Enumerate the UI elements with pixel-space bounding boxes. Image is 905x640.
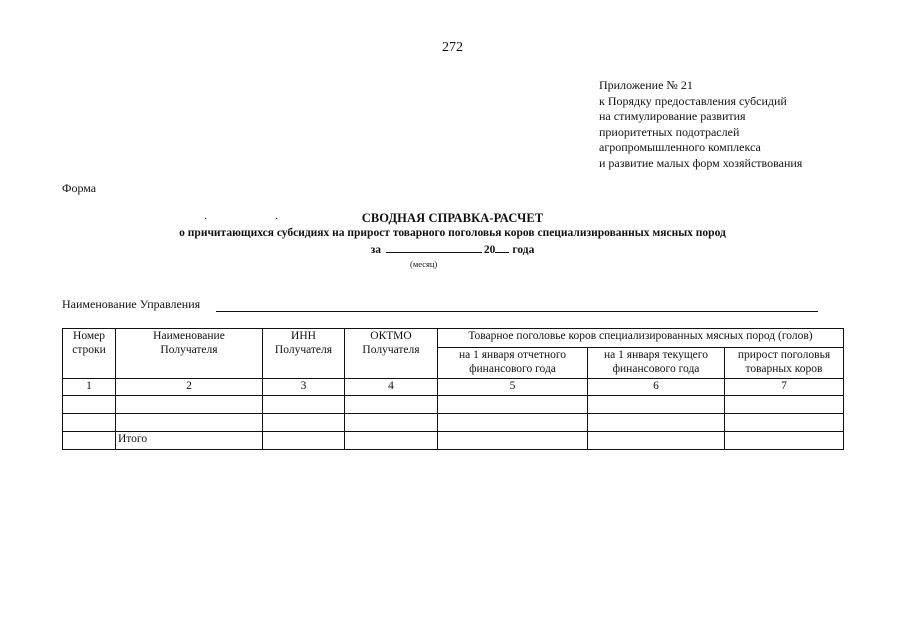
- table-cell[interactable]: [263, 396, 345, 414]
- table-cell[interactable]: [345, 432, 438, 450]
- appendix-line: агропромышленного комплекса: [599, 140, 761, 154]
- table-cell[interactable]: [438, 396, 588, 414]
- appendix-line: приоритетных подотраслей: [599, 124, 740, 139]
- column-number: 2: [116, 379, 263, 396]
- period-prefix: за: [370, 244, 382, 256]
- table-cell[interactable]: [588, 432, 725, 450]
- period-line: [0, 242, 905, 256]
- year-prefix: 20: [483, 244, 496, 256]
- form-label: Форма: [62, 181, 97, 195]
- table-cell[interactable]: [438, 432, 588, 450]
- subsidy-table: [62, 328, 844, 450]
- table-cell[interactable]: [438, 414, 588, 432]
- header-inn: ИНН Получателя: [263, 329, 345, 379]
- column-number: 1: [63, 379, 116, 396]
- header-start-current-year: на 1 января текущего финансового года: [588, 348, 725, 379]
- header-start-reporting-year: на 1 января отчетного финансового года: [438, 348, 588, 379]
- appendix-line: Приложение № 21: [599, 78, 693, 92]
- table-cell[interactable]: [345, 414, 438, 432]
- column-number: 7: [725, 379, 844, 396]
- table-cell[interactable]: [725, 414, 844, 432]
- appendix-line: к Порядку предоставления субсидий: [599, 93, 787, 108]
- table-cell[interactable]: [116, 396, 263, 414]
- column-number: 3: [263, 379, 345, 396]
- department-label: Наименование Управления: [62, 297, 201, 311]
- appendix-line: на стимулирование развития: [599, 109, 746, 123]
- table-cell[interactable]: [263, 414, 345, 432]
- table-cell[interactable]: [263, 432, 345, 450]
- table-cell[interactable]: [725, 396, 844, 414]
- page-number: 272: [442, 40, 463, 55]
- table-row: [63, 414, 844, 432]
- table-cell[interactable]: [588, 396, 725, 414]
- department-blank-field[interactable]: [216, 311, 818, 312]
- column-number: 5: [438, 379, 588, 396]
- table-row: [63, 396, 844, 414]
- scan-mark: ·: [204, 214, 208, 225]
- header-row-number: Номер строки: [63, 329, 116, 379]
- header-livestock-group: Товарное поголовье коров специализированных мясных пород (голов): [438, 329, 844, 348]
- total-label: Итого: [116, 432, 263, 450]
- table-cell[interactable]: [588, 414, 725, 432]
- month-blank-field[interactable]: [386, 242, 482, 253]
- total-row: [63, 432, 844, 450]
- appendix-line: и развитие малых форм хозяйствования: [599, 155, 803, 170]
- period-suffix: года: [512, 244, 535, 256]
- header-oktmo: ОКТМО Получателя: [345, 329, 438, 379]
- header-recipient-name: Наименование Получателя: [116, 329, 263, 379]
- table-cell[interactable]: [63, 396, 116, 414]
- appendix-reference: [599, 78, 802, 171]
- table-cell[interactable]: [116, 414, 263, 432]
- column-number: 4: [345, 379, 438, 396]
- table-cell[interactable]: [725, 432, 844, 450]
- month-hint: (месяц): [410, 259, 438, 269]
- column-number: 6: [588, 379, 725, 396]
- scan-mark: ·: [275, 214, 279, 225]
- table-cell[interactable]: [63, 432, 116, 450]
- table-cell[interactable]: [345, 396, 438, 414]
- table-cell[interactable]: [63, 414, 116, 432]
- column-number-row: [63, 379, 844, 396]
- year-blank-field[interactable]: [495, 242, 509, 253]
- document-subtitle: о причитающихся субсидиях на прирост товарного поголовья коров специализированных мясных пород: [179, 227, 726, 239]
- header-livestock-growth: прирост поголовья товарных коров: [725, 348, 844, 379]
- document-title: СВОДНАЯ СПРАВКА-РАСЧЕТ: [361, 211, 544, 225]
